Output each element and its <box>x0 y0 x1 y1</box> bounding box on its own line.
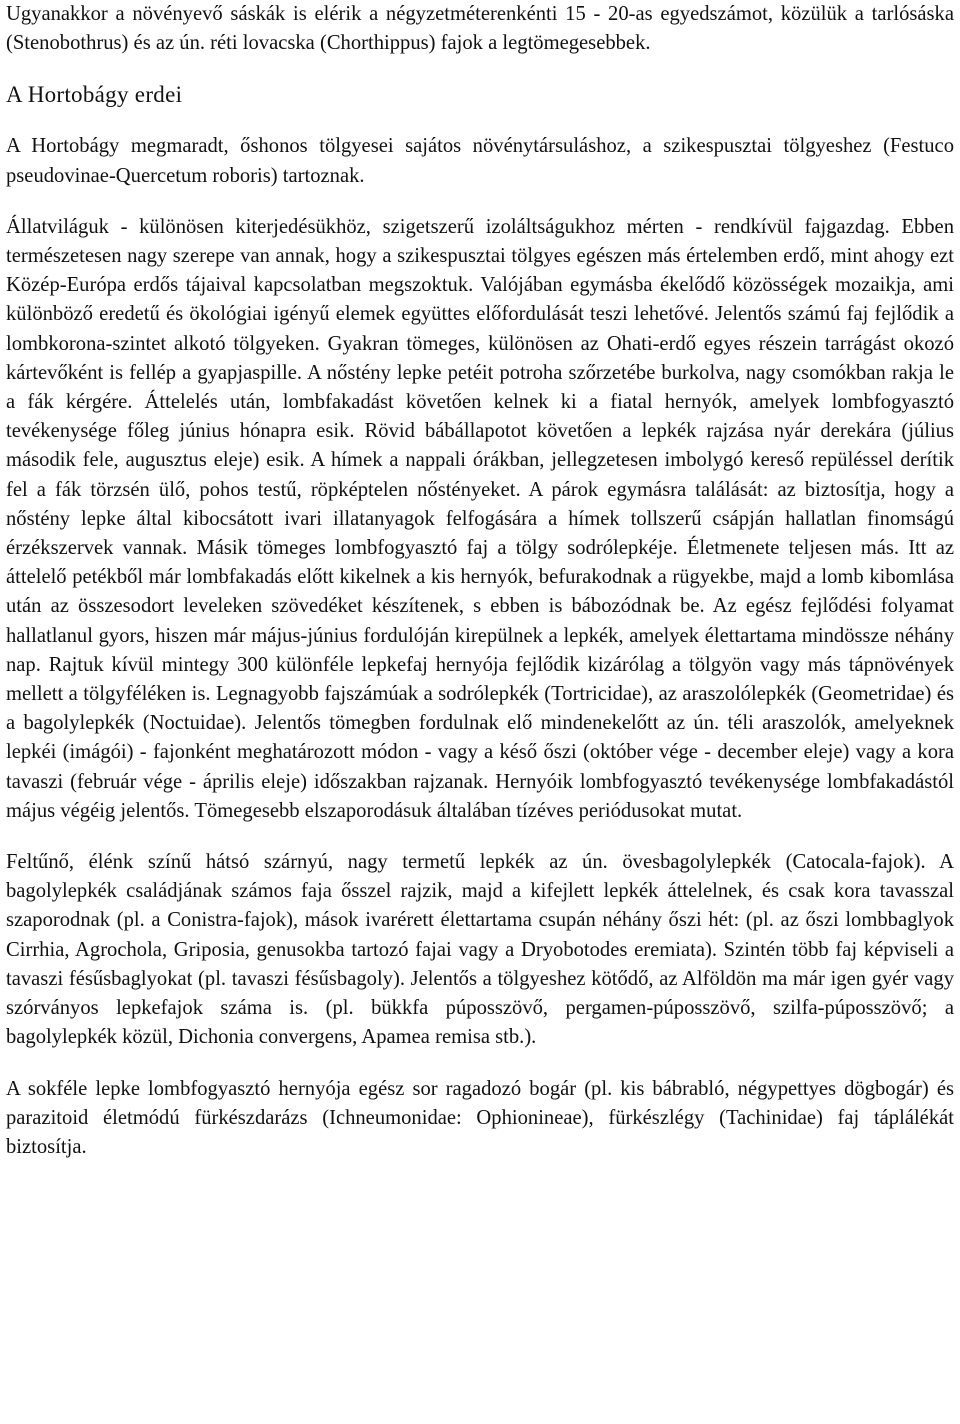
paragraph-fauna: Állatviláguk - különösen kiterjedésükhöz, szigetszerű izoláltságukhoz mérten - rendkívül fajgazdag. Ebben természetesen nagy szerepe van annak, hogy a szikespusztai tölgyes egészen más értelemben erdő, mint ahogy ezt Közép-Európa erdős tájaival kapcsolatban megszoktuk. Valójában egymásba ékelődő közösségek mozaikja, ami különböző eredetű és ökológiai igényű elemek együttes előfordulását teszi lehetővé. Jelentős számú faj fejlődik a lombkorona-szintet alkotó tölgyeken. Gyakran tömeges, különösen az Ohati-erdő egyes részein tarrágást okozó kártevőként is fellép a gyapjaspille. A nőstény lepke petéit potroha szőrzetébe burkolva, nagy csomókban rakja le a fák kérgére. Áttelelés után, lombfakadást követően kelnek ki a fiatal hernyók, amelyek lombfogyasztó tevékenysége főleg június hónapra esik. Rövid bábállapotot követően a lepkék rajzása nyár derekára (július második fele, augusztus eleje) esik. A hímek a nappali órákban, jellegzetesen imbolygó kereső repüléssel derítik fel a fák törzsén ülő, pohos testű, röpképtelen nőstényeket. A párok egymásra találását: az biztosítja, hogy a nőstény lepke által kibocsátott ivari illatanyagok felfogására a hímek tollszerű csápján hallatlan finomságú érzékszervek vannak. Másik tömeges lombfogyasztó faj a tölgy sodrólepkéje. Életmenete teljesen más. Itt az áttelelő petékből már lombfakadás előtt kikelnek a kis hernyók, befurakodnak a rügyekbe, majd a lomb kibomlása után az összesodort leveleken szövedéket készítenek, s ebben is bábozódnak be. Az egész fejlődési folyamat hallatlanul gyors, hiszen már május-június fordulóján kirepülnek a lepkék, amelyek élettartama mindössze néhány nap. Rajtuk kívül mintegy 300 különféle lepkefaj hernyója fejlődik kizárólag a tölgyön vagy más tápnövények mellett a tölgyféléken is. Legnagyobb fajszámúak a sodrólepkék (Tortricidae), az araszolólepkék (Geometridae) és a bagolylepkék (Noctuidae). Jelentős tömegben fordulnak elő mindenekelőtt az ún. téli araszolók, amelyeknek lepkéi (imágói) - fajonként meghatározott módon - vagy a késő őszi (október vége - december eleje) vagy a kora tavaszi (február vége - április eleje) időszakban rajzanak. Hernyóik lombfogyasztó tevékenysége lombfakadástól május végéig jelentős. Tömegesebb elszaporodásuk általában tízéves periódusokat mutat. <box>6 215 954 822</box>
section-title: A Hortobágy erdei <box>6 82 183 108</box>
paragraph-catocala: Feltűnő, élénk színű hátsó szárnyú, nagy termetű lepkék az ún. övesbagolylepkék (Catocala-fajok). A bagolylepkék családjának számos faja ősszel rajzik, majd a kifejlett lepkék áttelelnek, és csak kora tavasszal szaporodnak (pl. a Conistra-fajok), mások ivarérett élettartama csupán néhány őszi hét: (pl. az őszi lombbaglyok Cirrhia, Agrochola, Griposia, genusokba tartozó fajai vagy a Dryobotodes eremiata). Szintén több faj képviseli a tavaszi fésűsbaglyokat (pl. tavaszi fésűsbagoly). Jelentős a tölgyeshez kötődő, az Alföldön ma már igen gyér vagy szórványos lepkefajok száma is. (pl. bükkfa púposszövő, pergamen-púposszövő, szilfa-púposszövő; a bagolylepkék közül, Dichonia convergens, Apamea remisa stb.). <box>6 851 954 1049</box>
intro-paragraph: Ugyanakkor a növényevő sáskák is elérik a négyzetméterenkénti 15 - 20-as egyedszámot, közülük a tarlósáska (Stenobothrus) és az ún. réti lovacska (Chorthippus) fajok a legtömegesebbek. <box>6 3 954 55</box>
paragraph-forest-type: A Hortobágy megmaradt, őshonos tölgyesei sajátos növénytársuláshoz, a szikespusztai tölgyeshez (Festuco pseudovinae-Quercetum roboris) tartoznak. <box>6 135 954 187</box>
document-page <box>6 0 954 1162</box>
paragraph-predators: A sokféle lepke lombfogyasztó hernyója egész sor ragadozó bogár (pl. kis bábrabló, négypettyes dögbogár) és parazitoid életmódú fürkészdarázs (Ichneumonidae: Ophionineae), fürkészlégy (Tachinidae) faj táplálékát biztosítja. <box>6 1077 954 1158</box>
